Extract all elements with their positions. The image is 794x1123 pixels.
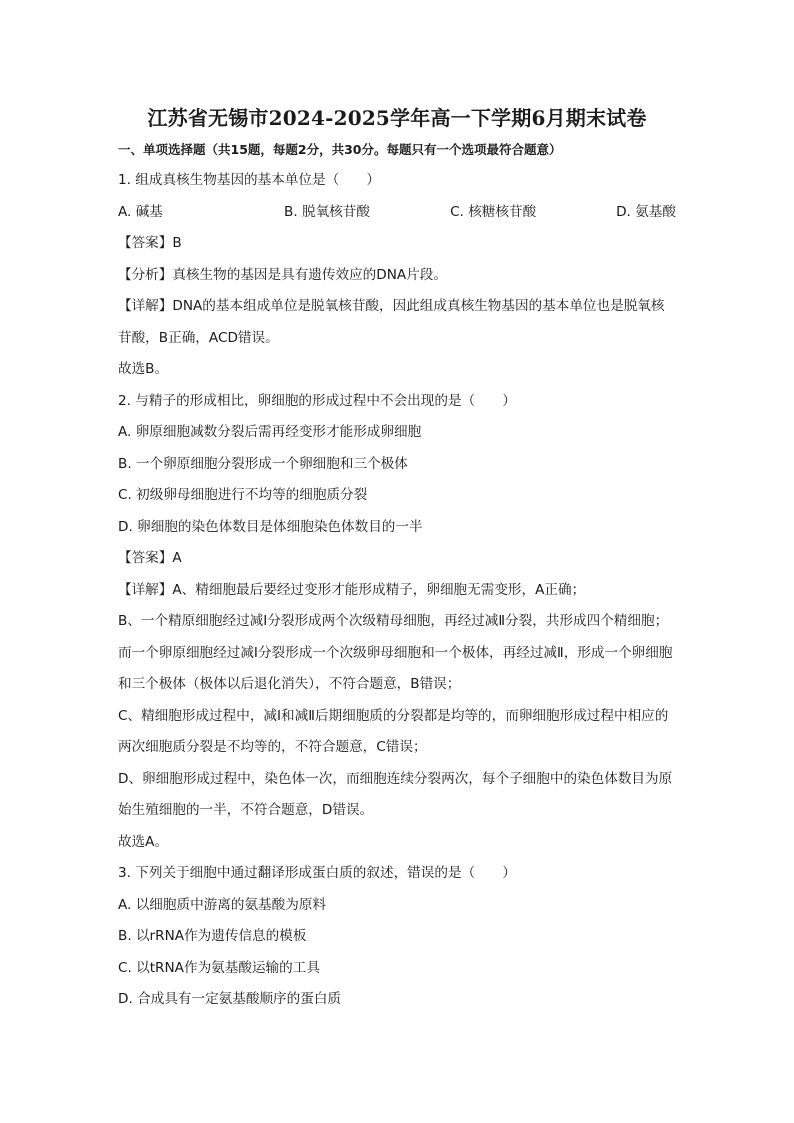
question-1-analysis: 【分析】真核生物的基因是具有遗传效应的DNA片段。: [118, 266, 447, 283]
question-1-option-a: A. 碱基: [118, 203, 163, 220]
question-2-option-d: D. 卵细胞的染色体数目是体细胞染色体数目的一半: [118, 518, 423, 535]
question-1-conclusion: 故选B。: [118, 361, 169, 377]
question-2-detail-d: D、卵细胞形成过程中，染色体一次，而细胞连续分裂两次，每个子细胞中的染色体数目为原始生殖细胞的一半，不符合题意，D错误。: [118, 770, 673, 818]
question-3-option-c: C. 以tRNA作为氨基酸运输的工具: [118, 959, 320, 976]
question-2-detail-a: 【详解】A、精细胞最后要经过变形才能形成精子，卵细胞无需变形，A正确；: [118, 581, 586, 598]
question-1-option-b: B. 脱氧核苷酸: [284, 203, 370, 220]
question-2-option-b: B. 一个卵原细胞分裂形成一个卵细胞和三个极体: [118, 455, 408, 472]
question-1-option-d: D. 氨基酸: [616, 203, 676, 220]
section-heading: 一、单项选择题（共15题，每题2分，共30分。每题只有一个选项最符合题意）: [118, 142, 562, 157]
question-3-option-d: D. 合成具有一定氨基酸顺序的蛋白质: [118, 991, 342, 1007]
question-3-stem: 3. 下列关于细胞中通过翻译形成蛋白质的叙述，错误的是（ ）: [118, 865, 516, 881]
question-2-detail-c: C、精细胞形成过程中，减Ⅰ和减Ⅱ后期细胞质的分裂都是均等的，而卵细胞形成过程中相应的两次细胞质分裂是不均等的，不符合题意，C错误；: [118, 707, 669, 755]
question-2-answer: 【答案】A: [118, 550, 182, 566]
question-1-detail: 【详解】DNA的基本组成单位是脱氧核苷酸，因此组成真核生物基因的基本单位也是脱氧核苷酸，B正确，ACD错误。: [118, 298, 665, 346]
question-1-answer: 【答案】B: [118, 235, 182, 251]
question-1-options: [118, 202, 676, 223]
question-3-option-b: B. 以rRNA作为遗传信息的模板: [118, 928, 307, 944]
question-1-stem: 1. 组成真核生物基因的基本单位是（ ）: [118, 172, 380, 188]
question-2-option-a: A. 卵原细胞减数分裂后需再经变形才能形成卵细胞: [118, 424, 422, 440]
question-2-conclusion: 故选A。: [118, 833, 169, 850]
question-2-option-c: C. 初级卵母细胞进行不均等的细胞质分裂: [118, 487, 368, 503]
page-title: 江苏省无锡市2024-2025学年高一下学期6月期末试卷: [147, 106, 647, 130]
question-2-stem: 2. 与精子的形成相比，卵细胞的形成过程中不会出现的是（ ）: [118, 392, 516, 409]
question-3-option-a: A. 以细胞质中游离的氨基酸为原料: [118, 896, 327, 913]
question-1-option-c: C. 核糖核苷酸: [450, 203, 537, 220]
question-2-detail-b: B、一个精原细胞经过减Ⅰ分裂形成两个次级精母细胞，再经过减Ⅱ分裂，共形成四个精细胞；而一个卵原细胞经过减Ⅰ分裂形成一个次级卵母细胞和一个极体，再经过减Ⅱ，形成一个卵细胞和三个极体（极体以后退化消失），不符合题意，B错误；: [118, 613, 673, 692]
